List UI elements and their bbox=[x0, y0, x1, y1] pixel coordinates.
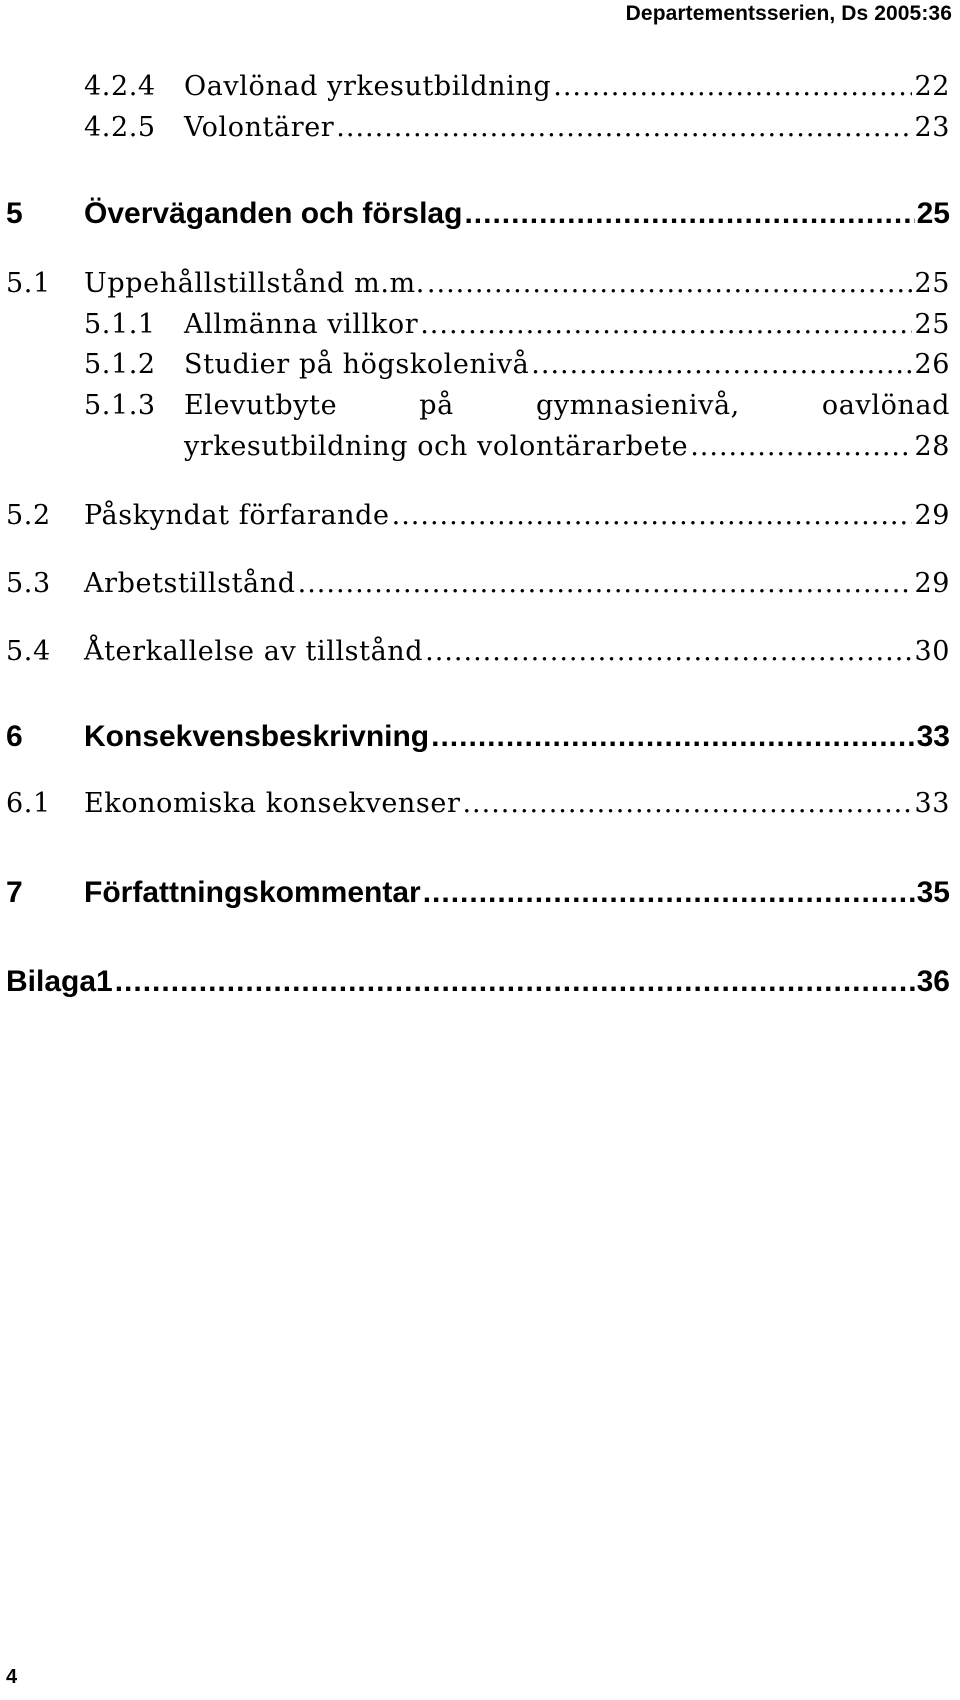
toc-entry-5-2[interactable] bbox=[6, 502, 950, 529]
toc-entry-5-4[interactable] bbox=[6, 638, 950, 665]
toc-chapter-7[interactable] bbox=[6, 878, 950, 908]
toc-title: Författningskommentar bbox=[84, 876, 421, 909]
toc-title: Ekonomiska konsekvenser bbox=[84, 788, 461, 819]
toc-page: 25 bbox=[914, 268, 950, 299]
dot-leader bbox=[431, 722, 914, 752]
dot-leader bbox=[464, 199, 914, 229]
toc-number: 6.1 bbox=[6, 788, 51, 819]
toc-entry-4-2-5[interactable] bbox=[84, 114, 950, 141]
toc-entry-5-1-3[interactable] bbox=[84, 392, 950, 419]
dot-leader bbox=[427, 270, 913, 297]
toc-title-word: Elevutbyte bbox=[184, 390, 338, 421]
toc-page: 33 bbox=[916, 720, 950, 753]
toc-number: 5.1 bbox=[6, 268, 51, 299]
dot-leader bbox=[392, 502, 913, 529]
dot-leader bbox=[531, 351, 912, 378]
toc-entry-5-1-3-continued[interactable] bbox=[184, 433, 950, 460]
toc-title: Uppehållstillstånd m.m. bbox=[84, 268, 425, 299]
dot-leader bbox=[425, 638, 912, 665]
toc-title: Arbetstillstånd bbox=[84, 568, 296, 599]
toc-page: 23 bbox=[914, 112, 950, 143]
toc-number: 7 bbox=[6, 876, 23, 909]
toc-title: Allmänna villkor bbox=[184, 309, 419, 340]
toc-page: 30 bbox=[914, 636, 950, 667]
dot-leader bbox=[298, 570, 913, 597]
toc-title-word: oavlönad bbox=[821, 390, 950, 421]
toc-number: 4.2.5 bbox=[84, 112, 156, 143]
toc-page: 35 bbox=[916, 876, 950, 909]
toc-title: Konsekvensbeskrivning bbox=[84, 720, 430, 753]
toc-page: 25 bbox=[916, 197, 950, 230]
toc-entry-5-1[interactable] bbox=[6, 270, 950, 297]
toc-title: yrkesutbildning och volontärarbete bbox=[184, 431, 689, 462]
toc-title-line-1 bbox=[184, 392, 950, 419]
toc-page: 29 bbox=[914, 500, 950, 531]
toc-number: 5.4 bbox=[6, 636, 51, 667]
toc-title: Bilaga1 bbox=[6, 965, 113, 998]
toc-number: 5.3 bbox=[6, 568, 51, 599]
toc-page: 33 bbox=[914, 788, 950, 819]
toc-entry-5-3[interactable] bbox=[6, 570, 950, 597]
toc-title: Studier på högskolenivå bbox=[184, 349, 530, 380]
toc-number: 5.2 bbox=[6, 500, 51, 531]
toc-entry-6-1[interactable] bbox=[6, 790, 950, 817]
toc-page: 22 bbox=[914, 71, 950, 102]
running-header: Departementsserien, Ds 2005:36 bbox=[625, 2, 952, 25]
dot-leader bbox=[462, 790, 912, 817]
toc-page: 26 bbox=[914, 349, 950, 380]
page-number: 4 bbox=[6, 1666, 18, 1688]
dot-leader bbox=[553, 73, 912, 100]
toc-page: 36 bbox=[916, 965, 950, 998]
toc-chapter-5[interactable] bbox=[6, 199, 950, 229]
toc-chapter-6[interactable] bbox=[6, 722, 950, 752]
dot-leader bbox=[336, 114, 912, 141]
toc-appendix-1[interactable] bbox=[6, 967, 950, 997]
toc-number: 4.2.4 bbox=[84, 71, 156, 102]
toc-title: Återkallelse av tillstånd bbox=[84, 636, 424, 667]
toc-page: 29 bbox=[914, 568, 950, 599]
toc-title: Överväganden och förslag bbox=[84, 197, 463, 230]
toc-entry-5-1-1[interactable] bbox=[84, 311, 950, 338]
toc-number: 5 bbox=[6, 197, 23, 230]
toc-title: Påskyndat förfarande bbox=[84, 500, 390, 531]
toc-title: Volontärer bbox=[184, 112, 335, 143]
toc-page: 25 bbox=[914, 309, 950, 340]
toc-number: 5.1.1 bbox=[84, 309, 156, 340]
toc-number: 6 bbox=[6, 720, 23, 753]
toc-number: 5.1.2 bbox=[84, 349, 156, 380]
toc-entry-4-2-4[interactable] bbox=[84, 73, 950, 100]
toc-number: 5.1.3 bbox=[84, 390, 156, 421]
dot-leader bbox=[423, 878, 915, 908]
dot-leader bbox=[690, 433, 912, 460]
dot-leader bbox=[115, 967, 915, 997]
toc-page: 28 bbox=[914, 431, 950, 462]
toc-title: Oavlönad yrkesutbildning bbox=[184, 71, 552, 102]
toc-title-word: på bbox=[419, 390, 454, 421]
dot-leader bbox=[420, 311, 912, 338]
toc-entry-5-1-2[interactable] bbox=[84, 351, 950, 378]
toc-title-word: gymnasienivå, bbox=[535, 390, 740, 421]
